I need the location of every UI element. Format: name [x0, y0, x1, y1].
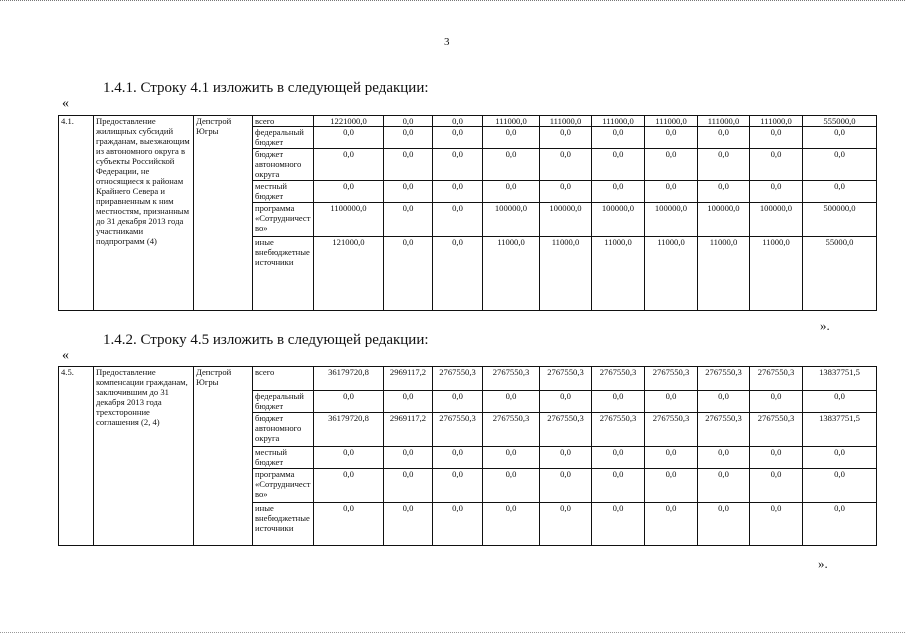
- value-cell: 0,0: [645, 447, 698, 469]
- section-1-close-quote: ».: [820, 318, 830, 333]
- value-cell: 0,0: [645, 391, 698, 413]
- value-cell: 0,0: [433, 149, 483, 181]
- value-cell: 0,0: [314, 503, 384, 546]
- value-cell: 111000,0: [540, 116, 592, 127]
- value-cell: 0,0: [314, 127, 384, 149]
- row-number-cell: 4.1.: [59, 116, 94, 311]
- value-cell: 111000,0: [592, 116, 645, 127]
- value-cell: 0,0: [433, 181, 483, 203]
- value-cell: 0,0: [314, 181, 384, 203]
- value-cell: 0,0: [592, 127, 645, 149]
- value-cell: 0,0: [540, 469, 592, 503]
- value-cell: 0,0: [750, 447, 803, 469]
- value-cell: 2767550,3: [483, 367, 540, 391]
- value-cell: 0,0: [384, 447, 433, 469]
- section-1-heading: 1.4.1. Строку 4.1 изложить в следующей редакции:: [103, 80, 429, 96]
- value-cell: 0,0: [384, 116, 433, 127]
- executor-cell: Депстрой Югры: [194, 116, 253, 311]
- value-cell: 0,0: [433, 447, 483, 469]
- value-cell: 0,0: [750, 503, 803, 546]
- funding-source-cell: иные внебюджетные источники: [253, 503, 314, 546]
- section-1-open-quote: «: [62, 96, 69, 111]
- value-cell: 111000,0: [645, 116, 698, 127]
- value-cell: 0,0: [314, 391, 384, 413]
- value-cell: 0,0: [803, 181, 877, 203]
- value-cell: 2767550,3: [433, 367, 483, 391]
- value-cell: 36179720,8: [314, 367, 384, 391]
- value-cell: 0,0: [750, 391, 803, 413]
- value-cell: 2767550,3: [433, 413, 483, 447]
- funding-source-cell: всего: [253, 116, 314, 127]
- funding-source-cell: бюджет автономного округа: [253, 413, 314, 447]
- measure-name-cell: Предоставление компенсации гражданам, заключившим до 31 декабря 2013 года трехсторонние соглашения (2, 4): [94, 367, 194, 546]
- value-cell: 2767550,3: [750, 413, 803, 447]
- value-cell: 1100000,0: [314, 203, 384, 237]
- value-cell: 0,0: [592, 149, 645, 181]
- value-cell: 2767550,3: [540, 367, 592, 391]
- scan-edge-bottom: [0, 632, 905, 633]
- value-cell: 2969117,2: [384, 413, 433, 447]
- funding-source-cell: программа «Сотрудничество»: [253, 469, 314, 503]
- value-cell: 11000,0: [483, 237, 540, 311]
- value-cell: 0,0: [540, 447, 592, 469]
- section-2-open-quote: «: [62, 348, 69, 363]
- value-cell: 0,0: [433, 116, 483, 127]
- value-cell: 0,0: [698, 181, 750, 203]
- value-cell: 0,0: [384, 503, 433, 546]
- value-cell: 2767550,3: [540, 413, 592, 447]
- value-cell: 0,0: [433, 127, 483, 149]
- value-cell: 0,0: [433, 203, 483, 237]
- value-cell: 0,0: [483, 391, 540, 413]
- value-cell: 0,0: [314, 149, 384, 181]
- value-cell: 0,0: [803, 391, 877, 413]
- value-cell: 0,0: [698, 447, 750, 469]
- funding-source-cell: местный бюджет: [253, 181, 314, 203]
- value-cell: 0,0: [483, 149, 540, 181]
- section-2-close-quote: ».: [818, 556, 828, 571]
- value-cell: 0,0: [540, 181, 592, 203]
- funding-source-cell: всего: [253, 367, 314, 391]
- value-cell: 0,0: [645, 127, 698, 149]
- value-cell: 111000,0: [750, 116, 803, 127]
- value-cell: 0,0: [750, 469, 803, 503]
- value-cell: 100000,0: [645, 203, 698, 237]
- value-cell: 0,0: [750, 149, 803, 181]
- value-cell: 100000,0: [540, 203, 592, 237]
- value-cell: 2767550,3: [645, 367, 698, 391]
- value-cell: 0,0: [384, 127, 433, 149]
- value-cell: 0,0: [750, 127, 803, 149]
- value-cell: 2767550,3: [483, 413, 540, 447]
- scan-edge-top: [0, 0, 905, 1]
- value-cell: 111000,0: [698, 116, 750, 127]
- value-cell: 55000,0: [803, 237, 877, 311]
- funding-source-cell: программа «Сотрудничество»: [253, 203, 314, 237]
- value-cell: 1221000,0: [314, 116, 384, 127]
- row-number-cell: 4.5.: [59, 367, 94, 546]
- value-cell: 11000,0: [698, 237, 750, 311]
- funding-source-cell: бюджет автономного округа: [253, 149, 314, 181]
- table-row: [59, 116, 877, 127]
- value-cell: 2767550,3: [645, 413, 698, 447]
- value-cell: 0,0: [314, 447, 384, 469]
- value-cell: 0,0: [698, 469, 750, 503]
- value-cell: 2767550,3: [750, 367, 803, 391]
- value-cell: 100000,0: [592, 203, 645, 237]
- value-cell: 0,0: [698, 391, 750, 413]
- value-cell: 0,0: [384, 149, 433, 181]
- value-cell: 2767550,3: [592, 413, 645, 447]
- value-cell: 0,0: [540, 149, 592, 181]
- value-cell: 0,0: [433, 391, 483, 413]
- value-cell: 0,0: [540, 503, 592, 546]
- value-cell: 2767550,3: [698, 367, 750, 391]
- funding-source-cell: федеральный бюджет: [253, 391, 314, 413]
- value-cell: 0,0: [483, 503, 540, 546]
- value-cell: 100000,0: [483, 203, 540, 237]
- value-cell: 0,0: [433, 469, 483, 503]
- value-cell: 13837751,5: [803, 413, 877, 447]
- table-row: [59, 367, 877, 391]
- value-cell: 500000,0: [803, 203, 877, 237]
- value-cell: 0,0: [750, 181, 803, 203]
- value-cell: 0,0: [433, 237, 483, 311]
- value-cell: 0,0: [803, 447, 877, 469]
- value-cell: 100000,0: [698, 203, 750, 237]
- value-cell: 2969117,2: [384, 367, 433, 391]
- value-cell: 0,0: [803, 469, 877, 503]
- value-cell: 111000,0: [483, 116, 540, 127]
- value-cell: 0,0: [483, 127, 540, 149]
- value-cell: 0,0: [483, 447, 540, 469]
- value-cell: 0,0: [645, 469, 698, 503]
- page-number: 3: [444, 36, 450, 48]
- measure-name-cell: Предоставление жилищных субсидий гражданам, выезжающим из автономного округа в субъекты Российской Федерации, не относящиеся к районам Крайнего Севера и приравненным к ним местностям, признанным до 31 декабря 2013 года участниками подпрограмм (4): [94, 116, 194, 311]
- value-cell: 11000,0: [645, 237, 698, 311]
- value-cell: 100000,0: [750, 203, 803, 237]
- value-cell: 0,0: [803, 149, 877, 181]
- section-2-heading: 1.4.2. Строку 4.5 изложить в следующей редакции:: [103, 332, 429, 348]
- value-cell: 0,0: [698, 127, 750, 149]
- value-cell: 121000,0: [314, 237, 384, 311]
- value-cell: 0,0: [314, 469, 384, 503]
- value-cell: 0,0: [592, 503, 645, 546]
- value-cell: 0,0: [540, 127, 592, 149]
- funding-source-cell: местный бюджет: [253, 447, 314, 469]
- section-1-table: [58, 115, 877, 311]
- value-cell: 36179720,8: [314, 413, 384, 447]
- value-cell: 0,0: [384, 203, 433, 237]
- value-cell: 0,0: [592, 447, 645, 469]
- value-cell: 0,0: [592, 391, 645, 413]
- value-cell: 0,0: [645, 149, 698, 181]
- value-cell: 555000,0: [803, 116, 877, 127]
- funding-source-cell: федеральный бюджет: [253, 127, 314, 149]
- value-cell: 0,0: [384, 391, 433, 413]
- value-cell: 0,0: [592, 181, 645, 203]
- value-cell: 0,0: [384, 469, 433, 503]
- value-cell: 11000,0: [592, 237, 645, 311]
- value-cell: 11000,0: [540, 237, 592, 311]
- executor-cell: Депстрой Югры: [194, 367, 253, 546]
- value-cell: 0,0: [803, 503, 877, 546]
- value-cell: 0,0: [698, 503, 750, 546]
- value-cell: 0,0: [645, 181, 698, 203]
- value-cell: 0,0: [592, 469, 645, 503]
- value-cell: 0,0: [384, 181, 433, 203]
- value-cell: 0,0: [803, 127, 877, 149]
- value-cell: 0,0: [483, 469, 540, 503]
- value-cell: 0,0: [540, 391, 592, 413]
- value-cell: 0,0: [433, 503, 483, 546]
- funding-source-cell: иные внебюджетные источники: [253, 237, 314, 311]
- value-cell: 0,0: [384, 237, 433, 311]
- value-cell: 11000,0: [750, 237, 803, 311]
- value-cell: 0,0: [483, 181, 540, 203]
- value-cell: 0,0: [698, 149, 750, 181]
- value-cell: 2767550,3: [698, 413, 750, 447]
- value-cell: 2767550,3: [592, 367, 645, 391]
- value-cell: 0,0: [645, 503, 698, 546]
- value-cell: 13837751,5: [803, 367, 877, 391]
- section-2-table: [58, 366, 877, 546]
